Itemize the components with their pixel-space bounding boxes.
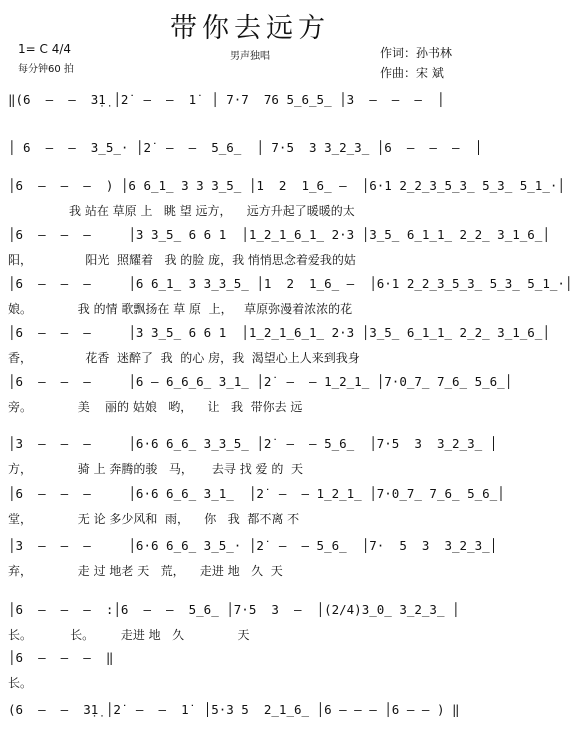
tempo-marking: 每分钟60 拍 — [18, 64, 74, 75]
notation-notes: │6 — — — ‖ — [8, 650, 114, 665]
notation-notes: │6 — — — │6·6 6̲6̲ 3̲1̲ │2̇ — — 1̲2̲1̲ │7·0̲7̲ 7̲6̲ 5̲6̲│ — [8, 486, 505, 501]
notation-notes: │3 — — — │6·6 6̲6̲ 3̲5̲· │2̇ — — 5̲6̲ │7· 5 3 3̲2̲3̲│ — [8, 538, 498, 553]
notation-notes: │6 — — — │3 3̲5̲ 6 6 1 │1̲2̲1̲6̲1̲ 2·3 │3̲5̲ 6̲1̲1̲ 2̲2̲ 3̲1̲6̲│ — [8, 325, 550, 340]
notation-lyric: 阳， 阳光 照耀着 我 的脸 庞，我 悄悄思念着爱我的姑 — [8, 253, 356, 267]
song-title: 带你去远方 — [170, 13, 330, 44]
notation-lyric: 我 站在 草原 上 眺 望 远方， 远方升起了暖暖的太 — [8, 204, 355, 218]
lyricist-credit: 作词：孙书林 — [380, 46, 453, 60]
notation-line — [0, 436, 500, 476]
notation-lyric: 长。 长。 走进 地 久 天 — [8, 628, 250, 642]
notation-lyric: 方， 骑 上 奔腾的骏 马， 去寻 找 爱 的 天 — [8, 462, 303, 476]
notation-notes: (6 — — 3̣1̣ │2̇ — — 1̇ │5·3 5 2̲1̲6̲ │6 — — — │6 — — ) ‖ — [8, 702, 460, 717]
notation-notes: │6 — — — │3 3̲5̲ 6 6 1 │1̲2̲1̲6̲1̲ 2·3 │3̲5̲ 6̲1̲1̲ 2̲2̲ 3̲1̲6̲│ — [8, 227, 550, 242]
notation-line — [0, 227, 550, 267]
notation-line — [0, 650, 500, 690]
notation-notes: ‖(6 — — 3̣1̣ │2̇ — — 1̇ │ 7·7 76 5̲6̲5̲ │3 — — — │ — [8, 92, 445, 107]
composer-credit: 作曲：宋 斌 — [380, 66, 444, 80]
notation-notes: │6 — — — ) │6 6̲1̲ 3 3 3̲5̲ │1 2 1̲6̲ — │6·1 2̲2̲3̲5̲3̲ 5̲3̲ 5̲1̲·│ — [8, 178, 565, 193]
notation-line — [0, 602, 500, 642]
notation-notes: │6 — — — :│6 — — 5̲6̲ │7·5 3 — │(2/4)3̲0̲ 3̲2̲3̲ │ — [8, 602, 460, 617]
notation-line — [0, 538, 500, 578]
notation-lyric: 香， 花香 迷醉了 我 的心 房，我 渴望心上人来到我身 — [8, 351, 360, 365]
notation-line — [0, 178, 565, 218]
notation-line — [0, 140, 500, 166]
notation-lyric: 娘。 我 的情 歌飘扬在 草 原 上， 草原弥漫着浓浓的花 — [8, 302, 353, 316]
notation-line — [0, 92, 500, 118]
notation-notes: │3 — — — │6·6 6̲6̲ 3̲3̲5̲ │2̇ — — 5̲6̲ │7·5 3 3̲2̲3̲ │ — [8, 436, 498, 451]
notation-line — [0, 486, 505, 526]
key-signature: 1= C 4/4 — [18, 42, 72, 56]
notation-line — [0, 276, 572, 316]
notation-notes: │6 — — — │6 — 6̲6̲6̲ 3̲1̲ │2̇ — — 1̲2̲1̲ │7·0̲7̲ 7̲6̲ 5̲6̲│ — [8, 374, 513, 389]
notation-line — [0, 374, 513, 414]
notation-lyric: 旁。 美 丽的 姑娘 哟， 让 我 带你去 远 — [8, 400, 303, 414]
notation-lyric: 堂， 无 论 多少风和 雨， 你 我 都不离 不 — [8, 512, 300, 526]
notation-notes: │6 — — — │6 6̲1̲ 3 3̲3̲5̲ │1 2 1̲6̲ — │6·1 2̲2̲3̲5̲3̲ 5̲3̲ 5̲1̲·│ — [8, 276, 572, 291]
notation-line — [0, 325, 550, 365]
notation-notes: │ 6 — — 3̲5̲· │2̇ — — 5̲6̲ │ 7·5 3 3̲2̲3̲ │6 — — — │ — [8, 140, 483, 155]
notation-line — [0, 702, 500, 728]
performance-note: 男声独唱 — [230, 51, 270, 62]
notation-lyric: 长。 — [8, 676, 33, 690]
notation-lyric: 弃， 走 过 地老 天 荒， 走进 地 久 天 — [8, 564, 283, 578]
